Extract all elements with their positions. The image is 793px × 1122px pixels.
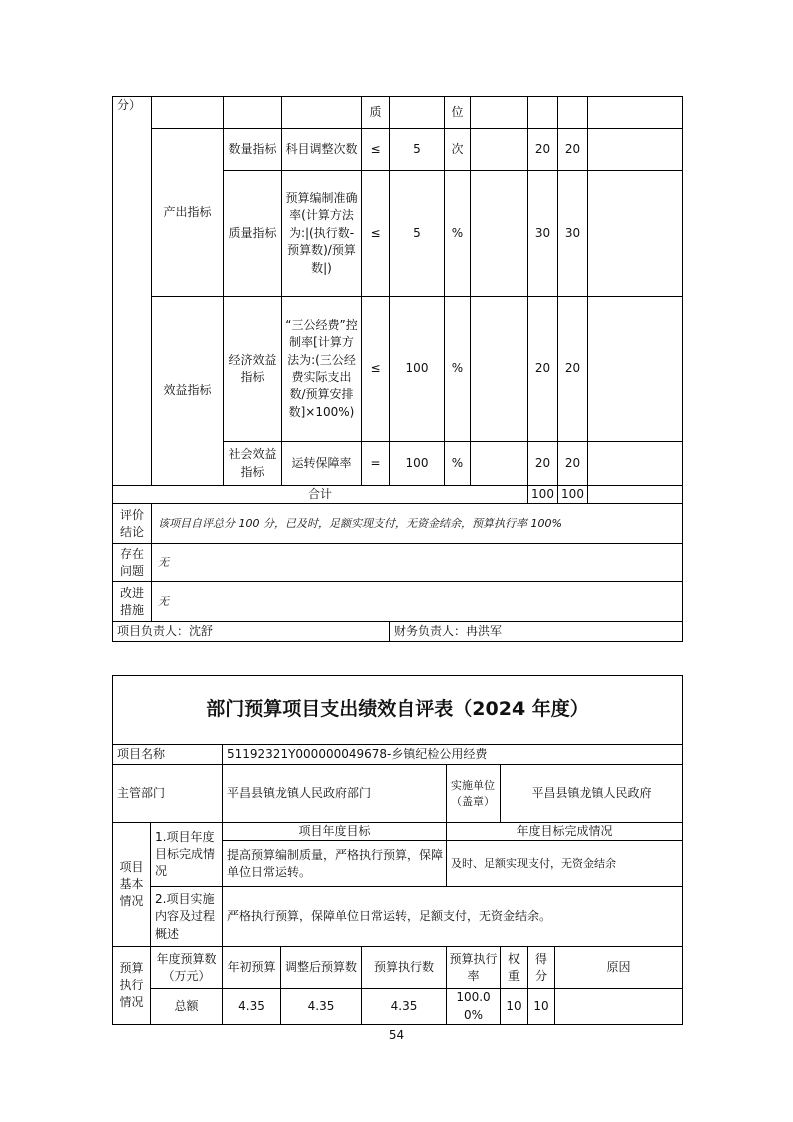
budget-header: 得分 (528, 947, 555, 989)
total-weight: 100 (528, 486, 558, 504)
budget-header: 权重 (501, 947, 528, 989)
problems-label: 存在问题 (113, 544, 152, 582)
budget-header: 年度预算数（万元） (151, 947, 223, 989)
conclusion-label: 评价结论 (113, 504, 152, 544)
indicator-name: “三公经费”控制率[计算方法为:(三公经费实际支出数/预算安排数]×100%) (282, 297, 362, 442)
impl-content-text: 严格执行预算，保障单位日常运转，足额支付，无资金结余。 (223, 887, 683, 947)
project-name-label: 项目名称 (113, 745, 223, 765)
measures-label: 改进措施 (113, 582, 152, 622)
unit: % (445, 442, 471, 486)
page-title: 部门预算项目支出绩效自评表（2024 年度） (113, 676, 683, 745)
operator: = (362, 442, 390, 486)
budget-label: 预算执行情况 (113, 947, 151, 1025)
measures-row (113, 582, 683, 622)
budget-cell (555, 989, 683, 1025)
impl-unit-value: 平昌县镇龙镇人民政府 (501, 765, 683, 823)
category-cell: 经济效益指标 (224, 297, 282, 442)
weight: 20 (528, 442, 558, 486)
operator: ≤ (362, 129, 390, 171)
total-label: 合计 (113, 486, 528, 504)
score: 20 (558, 442, 588, 486)
operator: ≤ (362, 171, 390, 297)
measures-text: 无 (152, 582, 683, 622)
conclusion-row (113, 504, 683, 544)
project-name: 51192321Y000000049678-乡镇纪检公用经费 (223, 745, 683, 765)
performance-indicator-table (112, 96, 683, 642)
goal-header-row (113, 823, 683, 841)
goal-done-text: 及时、足额实现支付，无资金结余 (447, 841, 683, 887)
target-value: 5 (390, 129, 445, 171)
indicator-name: 科目调整次数 (282, 129, 362, 171)
impl-unit-label: 实施单位（盖章） (447, 765, 501, 823)
goal-header: 项目年度目标 (223, 823, 447, 841)
goal-done-header: 年度目标完成情况 (447, 823, 683, 841)
target-value: 100 (390, 442, 445, 486)
unit: % (445, 171, 471, 297)
score: 20 (558, 129, 588, 171)
page-number: 54 (388, 1028, 405, 1042)
table-row (113, 297, 683, 442)
basic-info-label: 项目基本情况 (113, 823, 151, 947)
goal-label: 1.项目年度目标完成情况 (151, 823, 223, 887)
signature-row (113, 622, 683, 642)
goal-text: 提高预算编制质量，严格执行预算，保障单位日常运转。 (223, 841, 447, 887)
impl-content-row (113, 887, 683, 947)
total-row (113, 486, 683, 504)
category-cell: 数量指标 (224, 129, 282, 171)
dept-row (113, 765, 683, 823)
target-value: 5 (390, 171, 445, 297)
impl-content-label: 2.项目实施内容及过程概述 (151, 887, 223, 947)
project-lead: 项目负责人：沈舒 (113, 622, 390, 642)
unit: 次 (445, 129, 471, 171)
problems-text: 无 (152, 544, 683, 582)
cell-text: 质 (362, 97, 390, 129)
indicator-name: 预算编制准确率(计算方法为:|(执行数-预算数)/预算数|) (282, 171, 362, 297)
unit: % (445, 297, 471, 442)
cell-text: 位 (445, 97, 471, 129)
budget-header: 年初预算 (223, 947, 281, 989)
budget-header-row (113, 947, 683, 989)
budget-header: 调整后预算数 (281, 947, 362, 989)
budget-header: 预算执行率 (447, 947, 501, 989)
budget-cell: 100.00% (447, 989, 501, 1025)
score: 20 (558, 297, 588, 442)
output-indicator-label: 产出指标 (152, 129, 224, 297)
budget-cell: 4.35 (223, 989, 281, 1025)
budget-cell: 4.35 (362, 989, 447, 1025)
indicator-label-tail: 分） (113, 97, 152, 486)
total-score: 100 (558, 486, 588, 504)
indicator-name: 运转保障率 (282, 442, 362, 486)
score: 30 (558, 171, 588, 297)
budget-cell: 10 (528, 989, 555, 1025)
operator: ≤ (362, 297, 390, 442)
project-name-row (113, 745, 683, 765)
budget-header: 原因 (555, 947, 683, 989)
table-row (113, 97, 683, 129)
category-cell: 社会效益指标 (224, 442, 282, 486)
table-row (113, 129, 683, 171)
weight: 20 (528, 297, 558, 442)
budget-row (113, 989, 683, 1025)
target-value: 100 (390, 297, 445, 442)
dept-value: 平昌县镇龙镇人民政府部门 (223, 765, 447, 823)
budget-header: 预算执行数 (362, 947, 447, 989)
dept-label: 主管部门 (113, 765, 223, 823)
category-cell: 质量指标 (224, 171, 282, 297)
problems-row (113, 544, 683, 582)
conclusion-text: 该项目自评总分 100 分，已及时，足额实现支付，无资金结余，预算执行率 100% (152, 504, 683, 544)
benefit-indicator-label: 效益指标 (152, 297, 224, 486)
weight: 30 (528, 171, 558, 297)
budget-cell: 总额 (151, 989, 223, 1025)
self-evaluation-table (112, 675, 683, 1025)
budget-cell: 4.35 (281, 989, 362, 1025)
weight: 20 (528, 129, 558, 171)
finance-lead: 财务负责人：冉洪军 (390, 622, 683, 642)
budget-cell: 10 (501, 989, 528, 1025)
